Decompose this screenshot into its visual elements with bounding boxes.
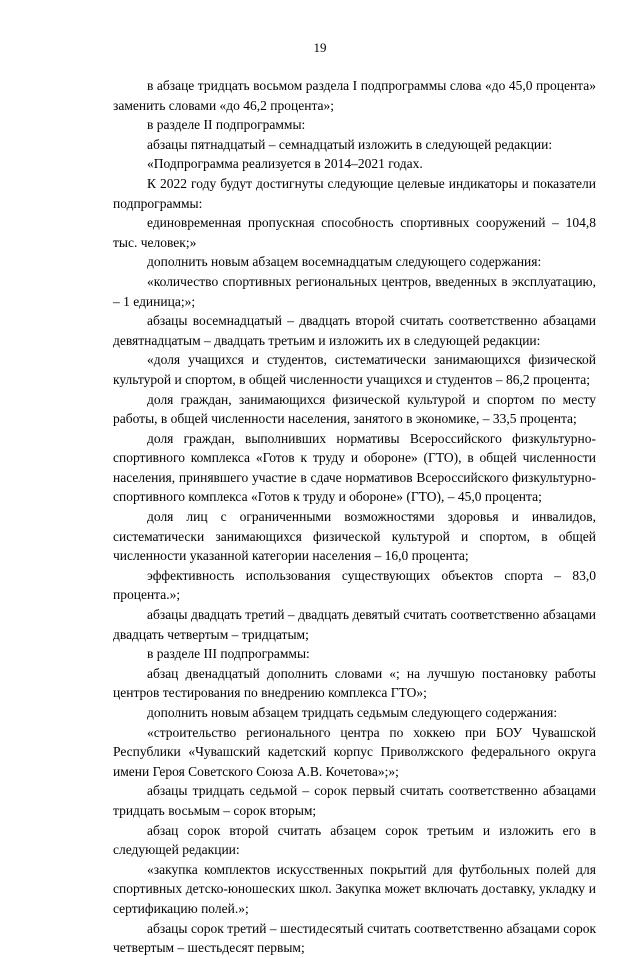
paragraph: «Подпрограмма реализуется в 2014–2021 годах. xyxy=(147,156,423,172)
paragraph: доля граждан, выполнивших нормативы Всероссийского физкультурно-спортивного комплекса «Готов к труду и обороне» (ГТО), в общей численности населения, принявшего участие в сдаче нормативов Всероссийского физкультурно-спортивного комплекса «Готов к труду и обороне» (ГТО), – 45,0 процента; xyxy=(113,430,596,505)
paragraph: «строительство регионального центра по хоккею при БОУ Чувашской Республики «Чувашский кадетский корпус Приволжского федерального округа имени Героя Советского Союза А.В. Кочетова»;»; xyxy=(113,724,596,779)
document-body xyxy=(113,76,596,958)
paragraph: «доля учащихся и студентов, систематически занимающихся физической культурой и спортом, в общей численности учащихся и студентов – 86,2 процента; xyxy=(113,352,596,387)
paragraph: К 2022 году будут достигнуты следующие целевые индикаторы и показатели подпрограммы: xyxy=(113,175,596,211)
paragraph: доля лиц с ограниченными возможностями здоровья и инвалидов, систематически занимающихся физической культурой и спортом, в общей численности указанной категории населения – 16,0 процента; xyxy=(113,509,596,564)
paragraph: в абзаце тридцать восьмом раздела I подпрограммы слова «до 45,0 процента» заменить словами «до 46,2 процента»; xyxy=(113,78,596,113)
paragraph: доля граждан, занимающихся физической культурой и спортом по месту работы, в общей численности населения, занятого в экономике, – 33,5 процента; xyxy=(113,391,596,427)
paragraph: в разделе III подпрограммы: xyxy=(147,646,310,662)
paragraph: абзацы сорок третий – шестидесятый считать соответственно абзацами сорок четвертым – шестьдесят первым; xyxy=(113,920,596,956)
paragraph: дополнить новым абзацем восемнадцатым следующего содержания: xyxy=(147,254,542,270)
paragraph: в разделе II подпрограммы: xyxy=(147,117,306,133)
paragraph: абзацы восемнадцатый – двадцать второй считать соответственно абзацами девятнадцатым – двадцать третьим и изложить их в следующей редакции: xyxy=(113,313,596,348)
paragraph: эффективность использования существующих объектов спорта – 83,0 процента.»; xyxy=(113,567,596,603)
paragraph: «количество спортивных региональных центров, введенных в эксплуатацию, – 1 единица;»; xyxy=(113,273,596,309)
paragraph: абзацы пятнадцатый – семнадцатый изложить в следующей редакции: xyxy=(147,136,553,152)
paragraph: «закупка комплектов искусственных покрытий для футбольных полей для спортивных детско-юношеских школ. Закупка может включать доставку, укладку и сертификацию полей.»; xyxy=(113,861,596,916)
paragraph: единовременная пропускная способность спортивных сооружений – 104,8 тыс. человек;» xyxy=(113,215,596,250)
paragraph: абзацы двадцать третий – двадцать девятый считать соответственно абзацами двадцать четвертым – тридцатым; xyxy=(113,607,596,642)
paragraph: абзацы тридцать седьмой – сорок первый считать соответственно абзацами тридцать восьмым – сорок вторым; xyxy=(113,783,596,818)
page-number: 19 xyxy=(313,40,327,55)
paragraph: абзац двенадцатый дополнить словами «; на лучшую постановку работы центров тестирования по внедрению комплекса ГТО»; xyxy=(113,665,596,701)
paragraph: абзац сорок второй считать абзацем сорок третьим и изложить его в следующей редакции: xyxy=(113,822,596,858)
paragraph: дополнить новым абзацем тридцать седьмым следующего содержания: xyxy=(147,705,558,720)
